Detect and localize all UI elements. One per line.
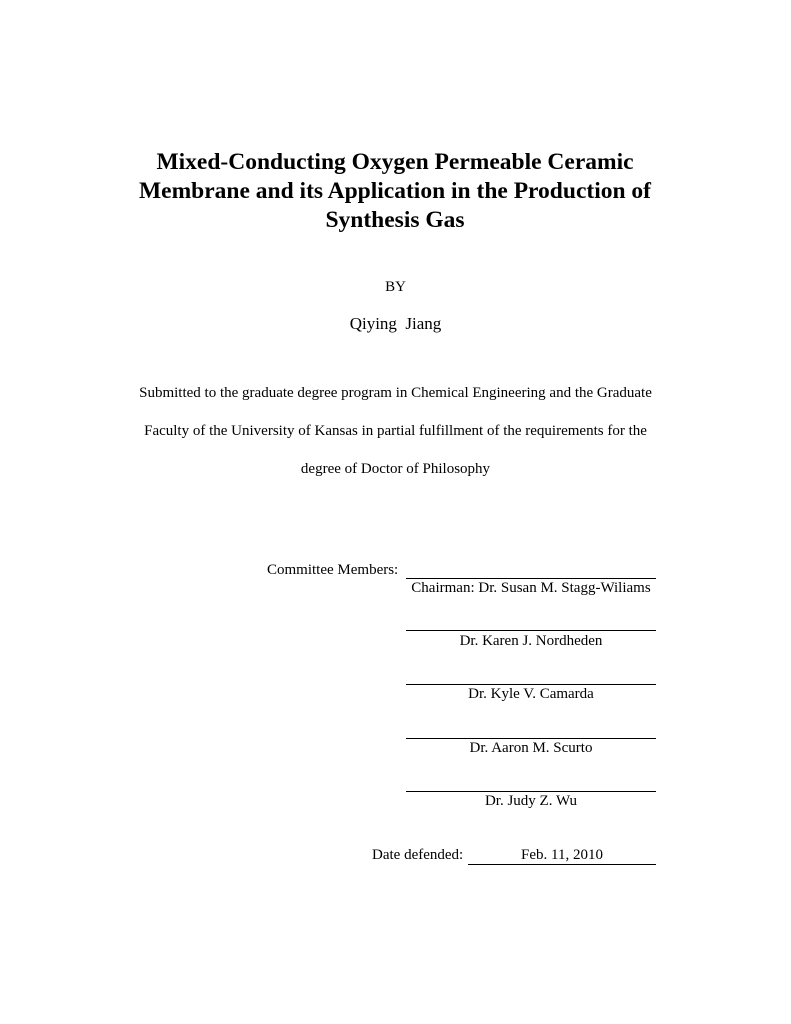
submission-statement-line-1: Submitted to the graduate degree program in Chemical Engineering and the Graduate <box>139 385 652 401</box>
date-defended-label: Date defended: <box>372 847 464 863</box>
committee-member: Dr. Judy Z. Wu <box>484 793 578 809</box>
thesis-title <box>95 148 695 235</box>
signature-line <box>406 791 656 792</box>
signature-line <box>406 738 656 739</box>
committee-members-label: Committee Members: <box>267 562 399 578</box>
submission-statement-line-2: Faculty of the University of Kansas in partial fulfillment of the requirements for the <box>144 423 647 439</box>
committee-member: Dr. Karen J. Nordheden <box>459 633 603 649</box>
signature-line <box>406 578 656 579</box>
thesis-title-line-3: Synthesis Gas <box>325 207 465 233</box>
signature-line <box>406 630 656 631</box>
committee-member: Dr. Kyle V. Camarda <box>468 686 594 702</box>
thesis-title-line-1: Mixed-Conducting Oxygen Permeable Ceramic <box>156 149 634 175</box>
thesis-title-line-2: Membrane and its Application in the Production of <box>138 178 652 204</box>
author-name: Qiying Jiang <box>349 314 442 333</box>
by-label: BY <box>385 279 406 295</box>
signature-line <box>406 684 656 685</box>
committee-member: Dr. Aaron M. Scurto <box>469 740 593 756</box>
submission-statement-line-3: degree of Doctor of Philosophy <box>300 461 491 477</box>
date-defended-value: Feb. 11, 2010 <box>468 847 656 865</box>
committee-member-chairman: Chairman: Dr. Susan M. Stagg-Wiliams <box>411 580 651 596</box>
submission-statement <box>0 384 791 498</box>
